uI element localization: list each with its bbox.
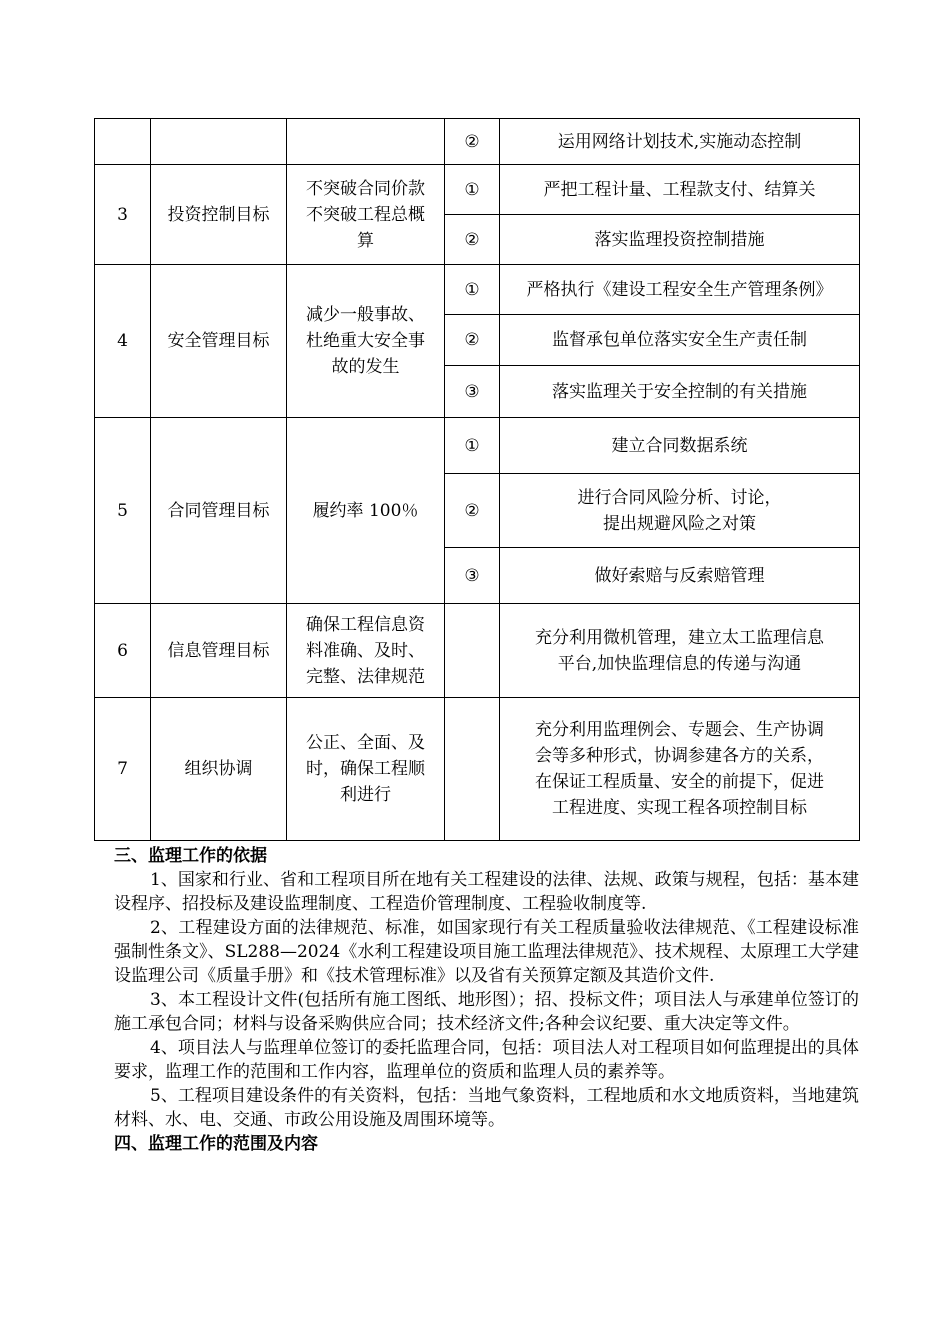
paragraph-line: 2、工程建设方面的法律规范、标准，如国家现行有关工程质量验收法律规范、《工 (150, 918, 774, 938)
objective-target (287, 165, 445, 265)
measure-text (500, 418, 860, 474)
measure-line: 进行合同风险分析、讨论， (577, 487, 782, 508)
measure-marker: ① (445, 165, 500, 215)
objective-name: 投资控制目标 (151, 165, 287, 265)
paragraph-line: 括：基本建设程序、招投标及建设监理制度、工程造价管理制度、工程验收制度等. (114, 870, 859, 914)
basis-paragraph (114, 1084, 859, 1132)
measure-marker: ① (445, 265, 500, 315)
target-line: 公正、全面、及 (306, 733, 425, 753)
objectives-table (94, 118, 860, 841)
target-line: 料准确、及时、 (306, 640, 425, 661)
measure-line: 平台,加快监理信息的传递与沟通 (557, 653, 802, 674)
target-line: 算 (357, 230, 374, 251)
table-row (95, 418, 860, 474)
objective-target (287, 604, 445, 698)
measure-text (500, 548, 860, 604)
section-3-paragraphs (114, 868, 859, 1132)
section-4-heading: 四、监理工作的范围及内容 (114, 1134, 318, 1154)
row-number: 6 (95, 604, 151, 698)
target-line: 不突破合同价款 (306, 178, 425, 199)
basis-paragraph (114, 988, 859, 1036)
measure-marker: ① (445, 418, 500, 474)
measure-text (500, 366, 860, 418)
paragraph-line: 单位签订的施工承包合同；材料与设备采购供应合同；技术经济文件;各种会议纪要、重 (114, 990, 859, 1034)
measure-line: 落实监理投资控制措施 (594, 229, 765, 250)
paragraph-line: 1、国家和行业、省和工程项目所在地有关工程建设的法律、法规、政策与规程，包 (150, 870, 774, 890)
measure-text (500, 474, 860, 548)
objective-target (287, 119, 445, 165)
measure-line: 做好索赔与反索赔管理 (594, 565, 765, 586)
row-number: 5 (95, 418, 151, 604)
target-line: 履约率 100％ (312, 500, 419, 521)
objective-name: 安全管理目标 (151, 265, 287, 418)
target-line: 确保工程信息资 (306, 614, 425, 635)
paragraph-line: 4、项目法人与监理单位签订的委托监理合同，包括：项目法人对工程项目如何监理 (150, 1038, 774, 1058)
target-line: 完整、法律规范 (306, 666, 425, 687)
measure-line: 在保证工程质量、安全的前提下，促进 (535, 772, 824, 792)
row-number (95, 119, 151, 165)
measure-line: 充分利用微机管理，建立太工监理信息 (535, 627, 824, 648)
measure-line: 会等多种形式，协调参建各方的关系， (535, 746, 824, 766)
measure-text (500, 265, 860, 315)
section-3-heading: 三、监理工作的依据 (114, 846, 267, 866)
row-number: 3 (95, 165, 151, 265)
table-row (95, 265, 860, 315)
measure-marker: ② (445, 215, 500, 265)
paragraph-line: 5、工程项目建设条件的有关资料，包括：当地气象资料，工程地质和水文地质资料， (150, 1086, 791, 1106)
measure-marker (445, 698, 500, 841)
table-row (95, 119, 860, 165)
measure-line: 严格执行《建设工程安全生产管理条例》 (526, 279, 833, 300)
measure-line: 运用网络计划技术,实施动态控制 (557, 131, 802, 152)
objective-target (287, 418, 445, 604)
measure-marker: ② (445, 315, 500, 366)
basis-paragraph (114, 868, 859, 916)
measure-text (500, 119, 860, 165)
measure-line: 提出规避风险之对策 (603, 513, 756, 534)
measure-text (500, 604, 860, 698)
table-row (95, 698, 860, 841)
measure-marker (445, 604, 500, 698)
basis-paragraph (114, 1036, 859, 1084)
target-line: 故的发生 (331, 357, 400, 377)
measure-marker: ② (445, 474, 500, 548)
paragraph-line: 提出的具体要求，监理工作的范围和工作内容，监理单位的资质和监理人员的素养等。 (114, 1038, 859, 1082)
paragraph-line: 规程、太原理工大学建设监理公司《质量手册》和《技术管理标准》以及省有关预算定额 (114, 942, 860, 986)
objective-name: 合同管理目标 (151, 418, 287, 604)
measure-line: 工程进度、实现工程各项控制目标 (552, 798, 807, 818)
row-number: 7 (95, 698, 151, 841)
row-number: 4 (95, 265, 151, 418)
measure-marker: ③ (445, 366, 500, 418)
paragraph-line: 程建设标准强制性条文》、SL288—2024《水利工程建设项目施工监理法律规范》、技术 (114, 918, 859, 962)
objective-name: 组织协调 (151, 698, 287, 841)
paragraph-line: 大决定等文件。 (680, 1014, 800, 1034)
measure-line: 严把工程计量、工程款支付、结算关 (543, 179, 816, 200)
measure-line: 监督承包单位落实安全生产责任制 (552, 330, 807, 350)
measure-line: 落实监理关于安全控制的有关措施 (552, 381, 807, 402)
target-line: 时，确保工程顺 (306, 759, 425, 779)
objective-name (151, 119, 287, 165)
target-line: 利进行 (340, 785, 391, 805)
measure-text (500, 215, 860, 265)
table-row (95, 604, 860, 698)
paragraph-line: 及其造价文件. (607, 966, 715, 986)
paragraph-line: 当地建筑材料、水、电、交通、市政公用设施及周围环境等。 (114, 1086, 859, 1130)
measure-text (500, 165, 860, 215)
measure-text (500, 698, 860, 841)
text-block (114, 844, 859, 1156)
objective-target (287, 698, 445, 841)
target-line: 杜绝重大安全事 (306, 331, 425, 351)
table-row (95, 165, 860, 215)
target-line: 不突破工程总概 (306, 204, 425, 225)
target-line: 减少一般事故、 (306, 305, 425, 325)
measure-line: 充分利用监理例会、专题会、生产协调 (535, 720, 824, 740)
objective-target (287, 265, 445, 418)
paragraph-line: 3、本工程设计文件(包括所有施工图纸、地形图）；招、投标文件；项目法人与承建 (150, 990, 774, 1010)
measure-marker: ③ (445, 548, 500, 604)
objective-name: 信息管理目标 (151, 604, 287, 698)
measure-marker: ② (445, 119, 500, 165)
basis-paragraph (114, 916, 859, 988)
measure-text (500, 315, 860, 366)
measure-line: 建立合同数据系统 (611, 435, 748, 456)
